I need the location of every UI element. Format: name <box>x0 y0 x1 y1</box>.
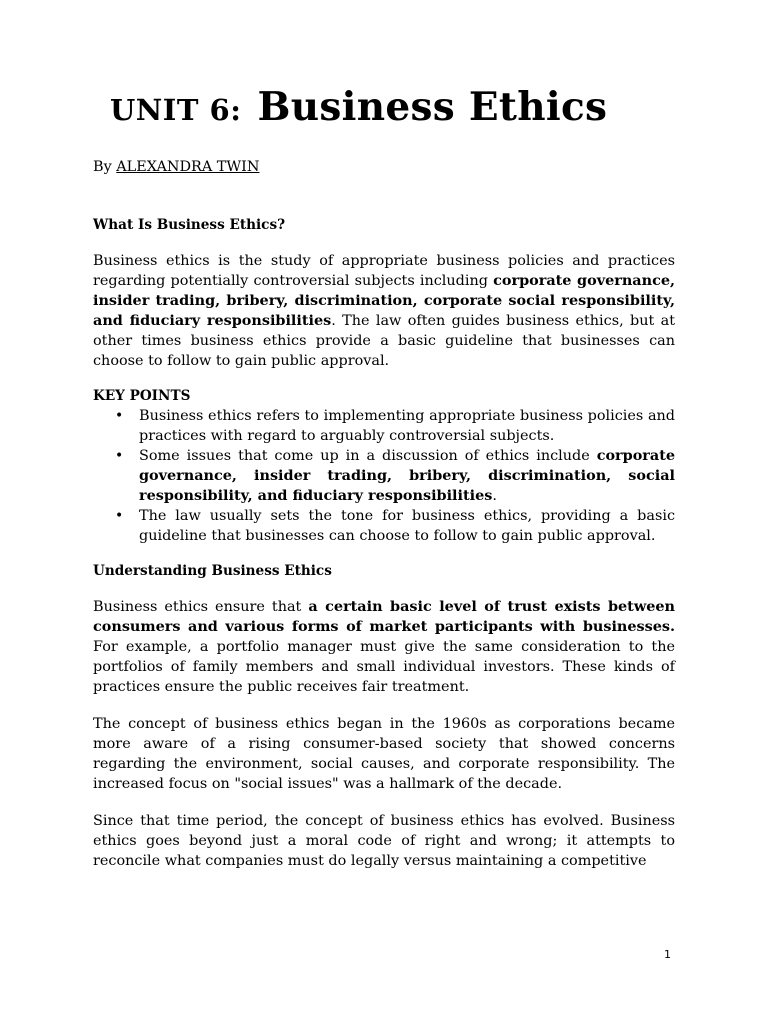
unit-label: UNIT 6: <box>110 93 242 127</box>
byline <box>93 157 675 177</box>
paragraph-text: For example, a portfolio manager must give the same consideration to the portfolios of family members and small individual investors. These kinds of practices ensure the public receives fair treatment. <box>93 639 675 695</box>
list-item-text: The law usually sets the tone for business ethics, providing a basic guideline that businesses can choose to follow to gain public approval. <box>139 508 675 544</box>
author-link[interactable]: ALEXANDRA TWIN <box>116 159 260 175</box>
list-item-bold-text: corporate governance, insider trading, bribery, discrimination, social responsibility, and fiduciary responsibilities <box>139 447 675 504</box>
paragraph-trust <box>93 597 675 697</box>
bullet-icon: • <box>115 508 124 524</box>
page-number: 1 <box>664 948 671 961</box>
paragraph-bold-text: corporate governance, insider trading, bribery, discrimination, corporate social responsibility, and fiduciary responsibilities <box>93 272 675 329</box>
document-body <box>93 157 675 871</box>
list-item <box>115 406 675 446</box>
list-item-text: . <box>492 488 497 504</box>
paragraph-definition <box>93 251 675 371</box>
heading-what-is-business-ethics: What Is Business Ethics? <box>93 217 286 233</box>
list-item <box>115 506 675 546</box>
list-item-text: Some issues that come up in a discussion of ethics include <box>139 448 597 464</box>
paragraph-history: The concept of business ethics began in the 1960s as corporations became more aware of a rising consumer-based society that showed concerns regarding the environment, social causes, and corporate responsibility. The increased focus on "social issues" was a hallmark of the decade. <box>93 716 675 792</box>
page-title <box>110 84 608 130</box>
key-points-list <box>93 406 675 546</box>
paragraph-evolution: Since that time period, the concept of business ethics has evolved. Business ethics goes beyond just a moral code of right and wrong; it attempts to reconcile what companies must do legally versus maintaining a competitive <box>93 813 675 869</box>
title-text: Business Ethics <box>257 84 608 130</box>
heading-understanding-business-ethics: Understanding Business Ethics <box>93 563 332 579</box>
paragraph-text: Business ethics ensure that <box>93 599 309 615</box>
list-item-text: Business ethics refers to implementing appropriate business policies and practices with regard to arguably controversial subjects. <box>139 408 675 444</box>
list-item <box>115 446 675 506</box>
bullet-icon: • <box>115 408 124 424</box>
heading-key-points: KEY POINTS <box>93 388 191 404</box>
paragraph-text: . The law often guides business ethics, but at other times business ethics provide a basic guideline that businesses can choose to follow to gain public approval. <box>93 313 675 369</box>
paragraph-bold-text: a certain basic level of trust exists between consumers and various forms of market participants with businesses. <box>93 598 675 635</box>
byline-prefix: By <box>93 159 117 175</box>
bullet-icon: • <box>115 448 124 464</box>
paragraph-text: Business ethics is the study of appropriate business policies and practices regarding potentially controversial subjects including <box>93 253 675 289</box>
